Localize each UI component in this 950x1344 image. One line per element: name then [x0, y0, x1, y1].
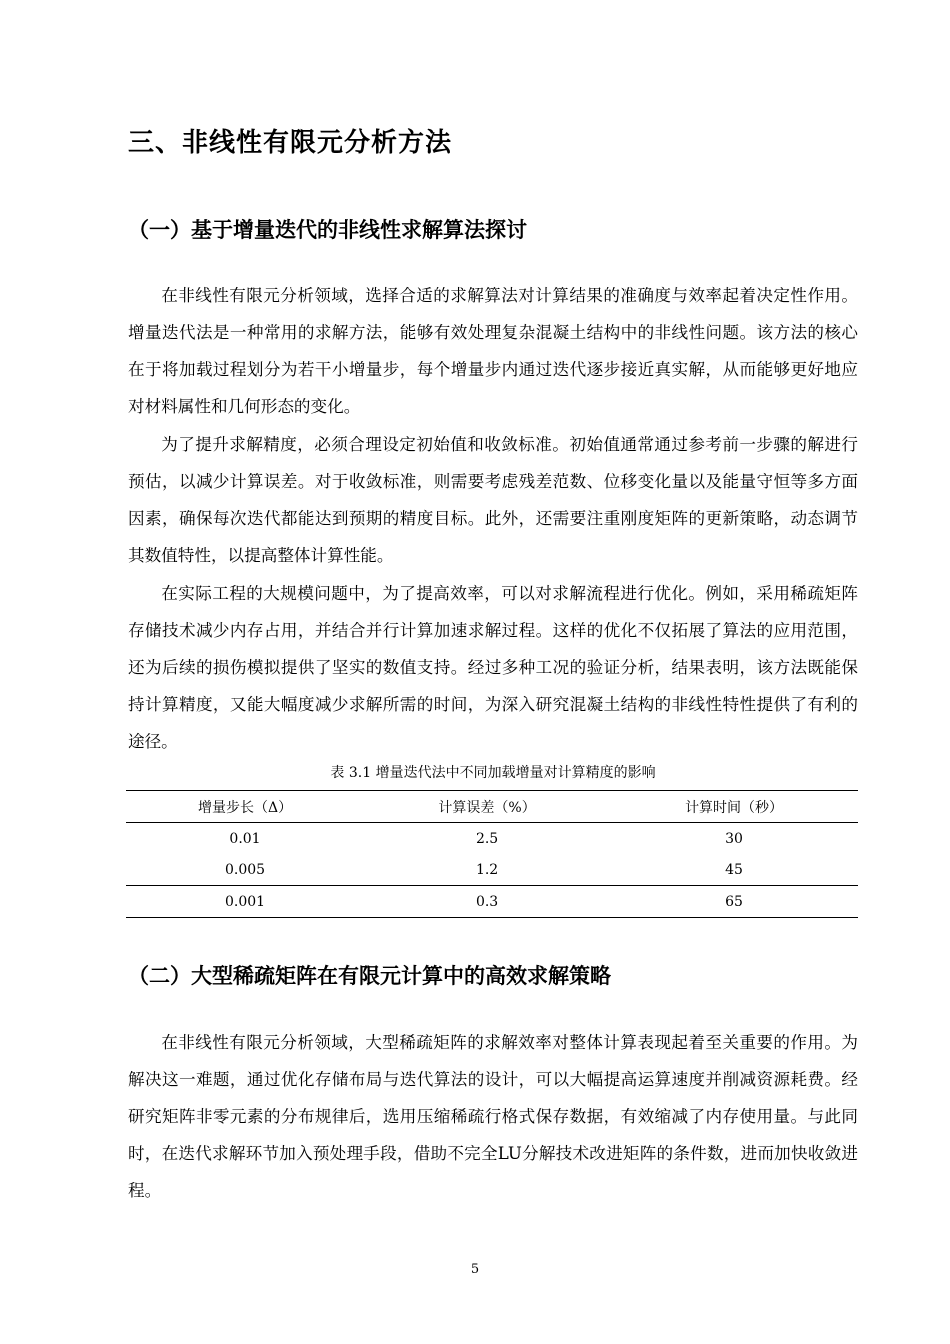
- table-cell: 1.2: [475, 861, 499, 878]
- section-1-paragraph-2: 为了提升求解精度，必须合理设定初始值和收敛标准。初始值通常通过参考前一步骤的解进行预估，以减少计算误差。对于收敛标准，则需要考虑残差范数、位移变化量以及能量守恒等多方面因素，确保每次迭代都能达到预期的精度目标。此外，还需要注重刚度矩阵的更新策略，动态调节其数值特性，以提高整体计算性能。: [128, 435, 858, 565]
- section-1-paragraph-3: 在实际工程的大规模问题中，为了提高效率，可以对求解流程进行优化。例如，采用稀疏矩阵存储技术减少内存占用，并结合并行计算加速求解过程。这样的优化不仅拓展了算法的应用范围，还为后续的损伤模拟提供了坚实的数值支持。经过多种工况的验证分析，结果表明，该方法既能保持计算精度，又能大幅度减少求解所需的时间，为深入研究混凝土结构的非线性特性提供了有利的途径。: [128, 584, 858, 751]
- chapter-title: 三、非线性有限元分析方法: [128, 128, 453, 158]
- table-caption: 表 3.1 增量迭代法中不同加载增量对计算精度的影响: [330, 765, 656, 781]
- table-cell: 0.01: [229, 830, 261, 847]
- table-cell: 0.3: [364, 886, 610, 918]
- table-row: [126, 886, 858, 918]
- table-header-cell: 计算误差（%）: [364, 791, 610, 823]
- table-header-cell: 计算时间（秒）: [610, 791, 858, 823]
- table-row: [126, 823, 858, 855]
- page-number: 5: [470, 1262, 480, 1277]
- table-row: [126, 854, 858, 886]
- table-cell: 2.5: [475, 830, 499, 847]
- section-1-paragraph-1: 在非线性有限元分析领域，选择合适的求解算法对计算结果的准确度与效率起着决定性作用。增量迭代法是一种常用的求解方法，能够有效处理复杂混凝土结构中的非线性问题。该方法的核心在于将加载过程划分为若干小增量步，每个增量步内通过迭代逐步接近真实解，从而能够更好地应对材料属性和几何形态的变化。: [128, 286, 858, 416]
- table-cell: 30: [725, 830, 743, 847]
- table-cell: 65: [610, 886, 858, 918]
- section-1-title: （一）基于增量迭代的非线性求解算法探讨: [128, 218, 527, 242]
- table-header-row: [126, 791, 858, 823]
- section-2-title: （二）大型稀疏矩阵在有限元计算中的高效求解策略: [128, 964, 611, 988]
- table-cell: 45: [725, 861, 743, 878]
- data-table: [126, 790, 858, 918]
- table-cell: 0.001: [126, 886, 364, 918]
- section-2-paragraph-1: 在非线性有限元分析领域，大型稀疏矩阵的求解效率对整体计算表现起着至关重要的作用。为解决这一难题，通过优化存储布局与迭代算法的设计，可以大幅提高运算速度并削减资源耗费。经研究矩阵非零元素的分布规律后，选用压缩稀疏行格式保存数据，有效缩减了内存使用量。与此同时，在迭代求解环节加入预处理手段，借助不完全LU分解技术改进矩阵的条件数，进而加快收敛进程。: [128, 1033, 858, 1200]
- table-header-cell: 增量步长（Δ）: [126, 791, 364, 823]
- table-cell: 0.005: [224, 861, 266, 878]
